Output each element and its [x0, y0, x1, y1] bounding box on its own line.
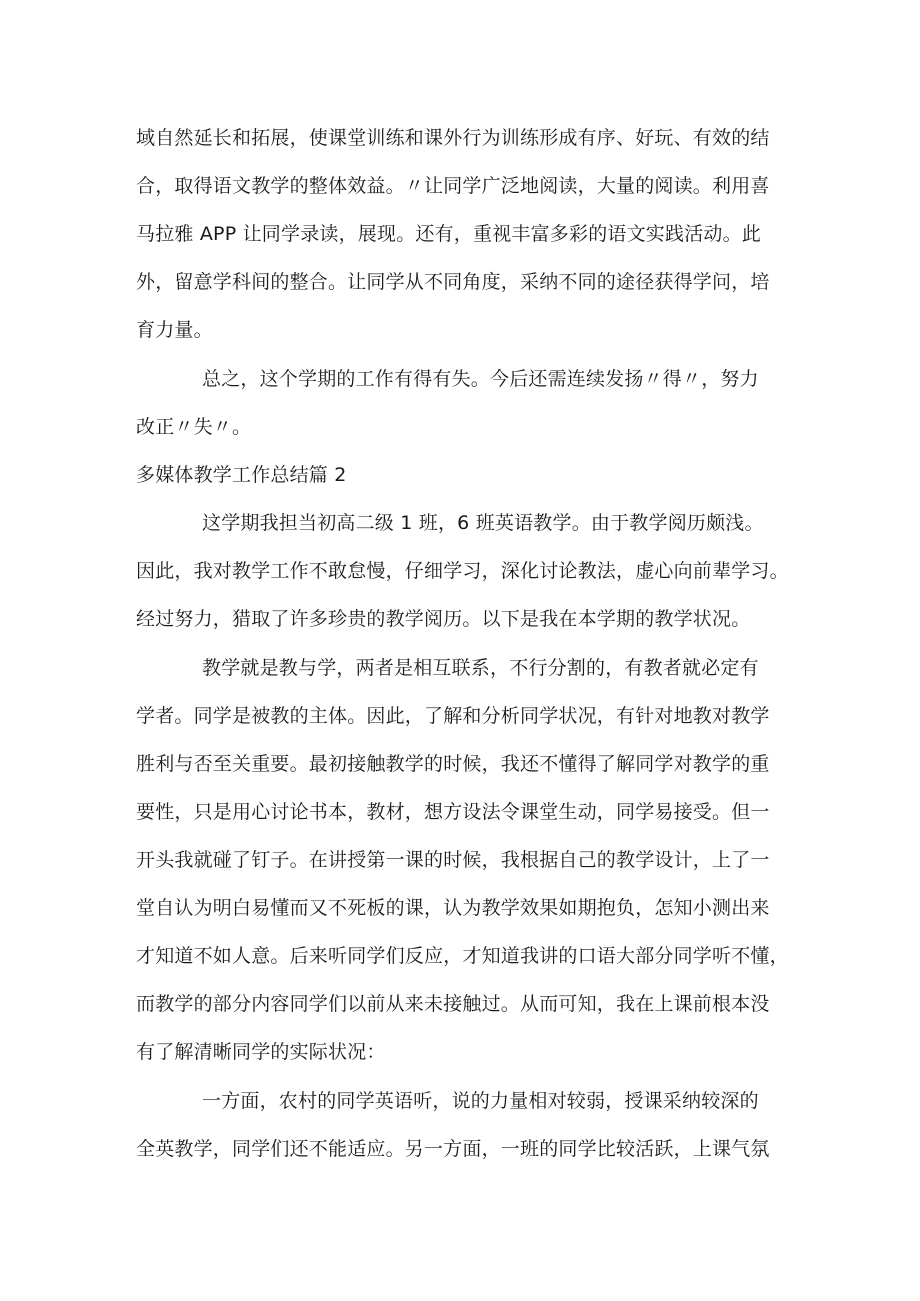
- para2-line-2: 改正〃失〃。: [136, 416, 252, 438]
- para1-line-3: 马拉雅 APP 让同学录读，展现。还有，重视丰富多彩的语文实践活动。此: [136, 223, 761, 245]
- para4-line-2: 学者。同学是被教的主体。因此，了解和分析同学状况，有针对地教对教学: [136, 705, 770, 727]
- para3-line-1: 这学期我担当初高二级 1 班，6 班英语教学。由于教学阅历颇浅。: [202, 512, 764, 534]
- para3-line-3: 经过努力，猎取了许多珍贵的教学阅历。以下是我在本学期的教学状况。: [136, 608, 751, 630]
- para4-line-5: 开头我就碰了钉子。在讲授第一课的时候，我根据自己的教学设计，上了一: [136, 849, 770, 871]
- para4-line-4: 要性，只是用心讨论书本，教材，想方设法令课堂生动，同学易接受。但一: [136, 801, 770, 823]
- para1-line-4: 外，留意学科间的整合。让同学从不同角度，采纳不同的途径获得学问，培: [136, 271, 770, 293]
- para5-line-1: 一方面，农村的同学英语听，说的力量相对较弱，授课采纳较深的: [202, 1090, 759, 1112]
- para1-line-1: 域自然延长和拓展，使课堂训练和课外行为训练形成有序、好玩、有效的结: [136, 127, 770, 149]
- para2-line-1: 总之，这个学期的工作有得有失。今后还需连续发扬〃得〃，努力: [202, 368, 759, 390]
- para5-line-2: 全英教学，同学们还不能适应。另一方面，一班的同学比较活跃，上课气氛: [136, 1138, 770, 1160]
- para4-line-8: 而教学的部分内容同学们以前从来未接触过。从而可知，我在上课前根本没: [136, 993, 770, 1015]
- para1-line-5: 育力量。: [136, 319, 213, 341]
- section-heading: 多媒体教学工作总结篇 2: [136, 464, 347, 486]
- para4-line-3: 胜利与否至关重要。最初接触教学的时候，我还不懂得了解同学对教学的重: [136, 753, 770, 775]
- para4-line-9: 有了解清晰同学的实际状况：: [136, 1041, 386, 1063]
- para4-line-7: 才知道不如人意。后来听同学们反应，才知道我讲的口语大部分同学听不懂，: [136, 945, 789, 967]
- para4-line-6: 堂自认为明白易懂而又不死板的课，认为教学效果如期抱负，怎知小测出来: [136, 897, 770, 919]
- para4-line-1: 教学就是教与学，两者是相互联系，不行分割的，有教者就必定有: [202, 657, 759, 679]
- para1-line-2: 合，取得语文教学的整体效益。〃让同学广泛地阅读，大量的阅读。利用喜: [136, 175, 770, 197]
- para3-line-2: 因此，我对教学工作不敢怠慢，仔细学习，深化讨论教法，虚心向前辈学习。: [136, 560, 789, 582]
